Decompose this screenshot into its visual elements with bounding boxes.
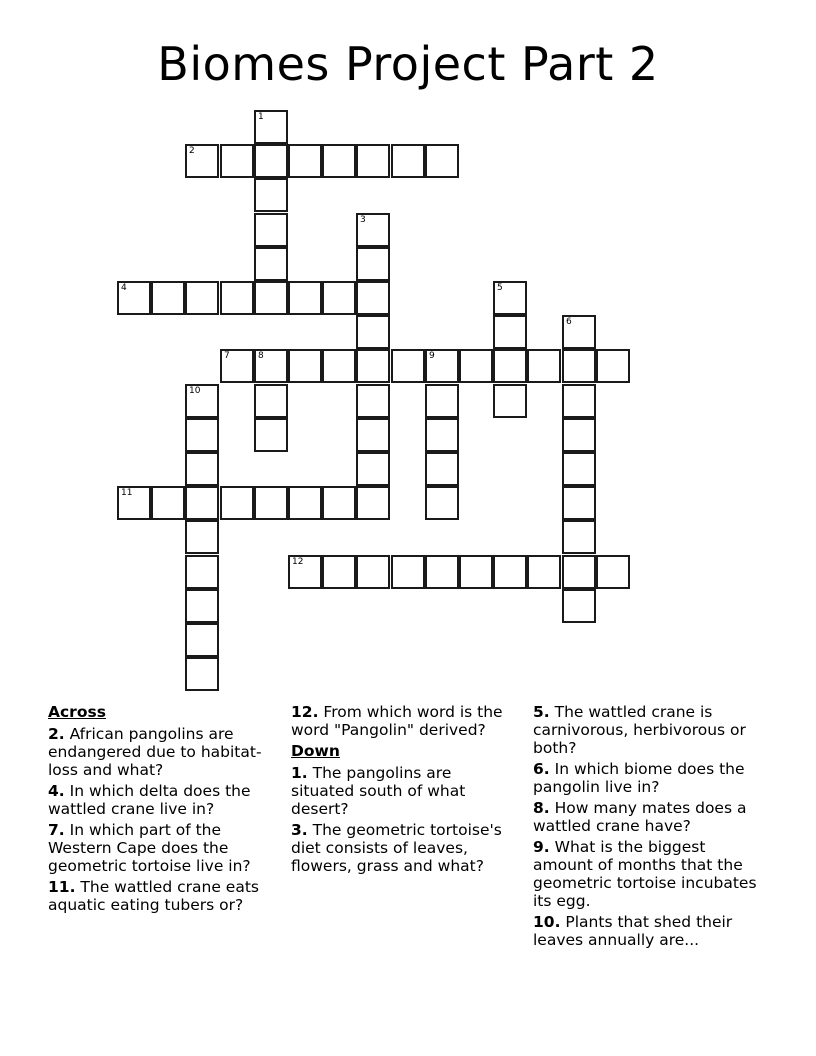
- crossword-cell[interactable]: [254, 349, 288, 383]
- clue-down-9: 9. What is the biggest amount of months that the geometric tortoise incubates its egg.: [533, 838, 757, 910]
- clue-across-12: 12. From which word is the word "Pangolin" derived?: [291, 703, 503, 739]
- crossword-cell[interactable]: [220, 144, 254, 178]
- crossword-cell[interactable]: [254, 144, 288, 178]
- crossword-cell[interactable]: [493, 315, 527, 349]
- crossword-cell[interactable]: [391, 349, 425, 383]
- crossword-cell[interactable]: [288, 555, 322, 589]
- crossword-cell[interactable]: [254, 213, 288, 247]
- crossword-cell[interactable]: [356, 247, 390, 281]
- crossword-cell[interactable]: [391, 144, 425, 178]
- crossword-cell[interactable]: [356, 281, 390, 315]
- clue-number: 11: [121, 488, 133, 498]
- clue-across-11: 11. The wattled crane eats aquatic eating tubers or?: [48, 878, 259, 914]
- crossword-cell[interactable]: [425, 486, 459, 520]
- crossword-cell[interactable]: [151, 486, 185, 520]
- crossword-cell[interactable]: [562, 452, 596, 486]
- crossword-cell[interactable]: [459, 555, 493, 589]
- crossword-cell[interactable]: [117, 281, 151, 315]
- crossword-cell[interactable]: [493, 555, 527, 589]
- clue-down-8: 8. How many mates does a wattled crane have?: [533, 799, 747, 835]
- clue-number: 1: [258, 112, 264, 122]
- crossword-cell[interactable]: [151, 281, 185, 315]
- crossword-cell[interactable]: [185, 452, 219, 486]
- crossword-cell[interactable]: [254, 247, 288, 281]
- crossword-cell[interactable]: [493, 384, 527, 418]
- crossword-cell[interactable]: [220, 349, 254, 383]
- clue-number: 7: [224, 351, 230, 361]
- crossword-cell[interactable]: [117, 486, 151, 520]
- crossword-cell[interactable]: [185, 384, 219, 418]
- crossword-cell[interactable]: [356, 315, 390, 349]
- crossword-cell[interactable]: [288, 281, 322, 315]
- crossword-cell[interactable]: [254, 281, 288, 315]
- clue-number: 8: [258, 351, 264, 361]
- crossword-cell[interactable]: [356, 555, 390, 589]
- crossword-cell[interactable]: [562, 349, 596, 383]
- crossword-cell[interactable]: [254, 384, 288, 418]
- crossword-cell[interactable]: [220, 281, 254, 315]
- clue-number: 10: [189, 386, 201, 396]
- crossword-cell[interactable]: [425, 555, 459, 589]
- crossword-cell[interactable]: [356, 384, 390, 418]
- crossword-cell[interactable]: [322, 555, 356, 589]
- crossword-cell[interactable]: [596, 349, 630, 383]
- crossword-cell[interactable]: [288, 486, 322, 520]
- down-heading: Down: [291, 742, 340, 760]
- clue-across-2: 2. African pangolins are endangered due to habitat-loss and what?: [48, 725, 262, 779]
- crossword-cell[interactable]: [527, 349, 561, 383]
- crossword-cell[interactable]: [425, 384, 459, 418]
- crossword-cell[interactable]: [562, 486, 596, 520]
- clues-column-3: [533, 703, 761, 952]
- crossword-cell[interactable]: [322, 144, 356, 178]
- crossword-cell[interactable]: [356, 349, 390, 383]
- crossword-cell[interactable]: [185, 281, 219, 315]
- clue-down-5: 5. The wattled crane is carnivorous, herbivorous or both?: [533, 703, 746, 757]
- clue-number: 12: [292, 557, 304, 567]
- clue-down-6: 6. In which biome does the pangolin live in?: [533, 760, 745, 796]
- clue-number: 3: [360, 215, 366, 225]
- clue-down-3: 3. The geometric tortoise's diet consists of leaves, flowers, grass and what?: [291, 821, 502, 875]
- crossword-cell[interactable]: [459, 349, 493, 383]
- crossword-cell[interactable]: [322, 486, 356, 520]
- crossword-cell[interactable]: [493, 281, 527, 315]
- crossword-cell[interactable]: [288, 349, 322, 383]
- clue-across-7: 7. In which part of the Western Cape does the geometric tortoise live in?: [48, 821, 251, 875]
- crossword-cell[interactable]: [493, 349, 527, 383]
- page-title: Biomes Project Part 2: [157, 37, 659, 91]
- clues-column-1: [48, 703, 276, 917]
- crossword-cell[interactable]: [185, 555, 219, 589]
- crossword-cell[interactable]: [185, 144, 219, 178]
- crossword-cell[interactable]: [185, 418, 219, 452]
- crossword-cell[interactable]: [562, 520, 596, 554]
- crossword-cell[interactable]: [562, 555, 596, 589]
- clue-number: 9: [429, 351, 435, 361]
- crossword-cell[interactable]: [562, 418, 596, 452]
- crossword-cell[interactable]: [562, 589, 596, 623]
- crossword-cell[interactable]: [562, 384, 596, 418]
- clue-number: 6: [566, 317, 572, 327]
- crossword-cell[interactable]: [425, 349, 459, 383]
- clue-number: 2: [189, 146, 195, 156]
- crossword-cell[interactable]: [356, 144, 390, 178]
- crossword-cell[interactable]: [322, 349, 356, 383]
- crossword-cell[interactable]: [356, 418, 390, 452]
- crossword-cell[interactable]: [356, 452, 390, 486]
- crossword-cell[interactable]: [288, 144, 322, 178]
- crossword-cell[interactable]: [527, 555, 561, 589]
- crossword-cell[interactable]: [356, 486, 390, 520]
- clue-number: 5: [497, 283, 503, 293]
- crossword-cell[interactable]: [254, 178, 288, 212]
- crossword-cell[interactable]: [220, 486, 254, 520]
- clue-across-4: 4. In which delta does the wattled crane live in?: [48, 782, 251, 818]
- clue-number: 4: [121, 283, 127, 293]
- crossword-cell[interactable]: [254, 486, 288, 520]
- crossword-cell[interactable]: [185, 486, 219, 520]
- crossword-cell[interactable]: [185, 520, 219, 554]
- crossword-cell[interactable]: [425, 452, 459, 486]
- crossword-cell[interactable]: [562, 315, 596, 349]
- crossword-cell[interactable]: [185, 589, 219, 623]
- crossword-cell[interactable]: [391, 555, 425, 589]
- crossword-cell[interactable]: [322, 281, 356, 315]
- crossword-cell[interactable]: [185, 657, 219, 691]
- clues-column-2: [291, 703, 519, 878]
- crossword-cell[interactable]: [254, 110, 288, 144]
- clue-down-10: 10. Plants that shed their leaves annually are...: [533, 913, 733, 949]
- clue-down-1: 1. The pangolins are situated south of what desert?: [291, 764, 466, 818]
- across-heading: Across: [48, 703, 106, 721]
- crossword-cell[interactable]: [185, 623, 219, 657]
- crossword-cell[interactable]: [425, 418, 459, 452]
- crossword-cell[interactable]: [596, 555, 630, 589]
- crossword-cell[interactable]: [425, 144, 459, 178]
- crossword-cell[interactable]: [254, 418, 288, 452]
- crossword-cell[interactable]: [356, 213, 390, 247]
